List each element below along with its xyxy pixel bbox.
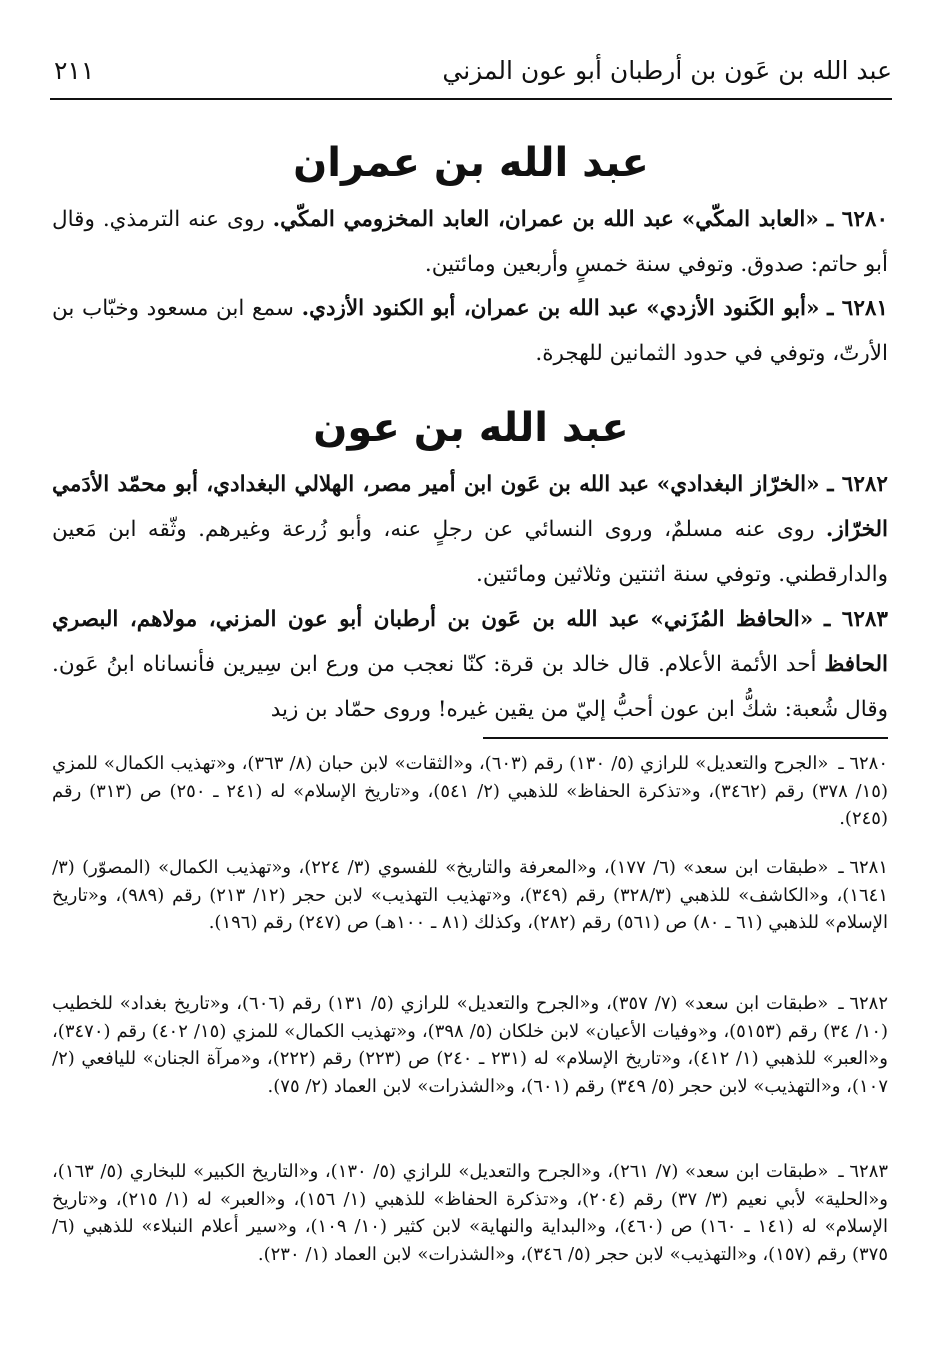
footnote-number: ٦٢٨٠ ـ xyxy=(838,753,888,774)
entry-text: أحد الأئمة الأعلام. قال خالد بن قرة: كنّا نعجب من ورع ابن سِيرين فأنساناه ابنُ عَون. وقال شُعبة: شكُّ ابن عون أحبُّ إليّ من يقين غيره! وروى حمّاد بن زيد xyxy=(52,652,888,722)
entry-lead: «أبو الكَنود الأزدي» xyxy=(646,296,820,321)
entry-text: روى عنه مسلمٌ، وروى النسائي عن رجلٍ عنه، وأبو زُرعة وغيرهم. وثّقه ابن مَعين والدارقطني. وتوفي سنة اثنتين وثلاثين ومائتين. xyxy=(52,517,888,587)
footnote-text: «الجرح والتعديل» للرازي (٥/ ١٣٠) رقم (٦٠٣)، و«الثقات» لابن حبان (٨/ ٣٦٣)، و«تهذيب الكمال» للمزي (١٥/ ٣٧٨) رقم (٣٤٦٢)، و«تذكرة الحفاظ» للذهبي (٢/ ٥٤١)، و«تاريخ الإسلام» له (٢٤١ ـ ٢٥٠) ص (٣١٣) رقم (٢٤٥). xyxy=(52,753,888,829)
footnote-6281 xyxy=(52,854,888,937)
footnote-6280 xyxy=(52,750,888,833)
entry-text: روى عنه الترمذي. وقال أبو حاتم: صدوق. وتوفي سنة خمسٍ وأربعين ومائتين. xyxy=(52,207,888,277)
footnote-6282 xyxy=(52,990,888,1100)
footnote-number: ٦٢٨٢ ـ xyxy=(838,993,888,1014)
entry-lead: «الخرّاز البغدادي» xyxy=(656,472,820,497)
footnote-separator xyxy=(483,737,888,739)
section-heading-abdullah-ibn-awn: عبد الله بن عون xyxy=(313,405,629,451)
header-title: عبد الله بن عَون بن أرطبان أبو عون المزني xyxy=(442,56,892,85)
entry-number: ٦٢٨٠ ـ xyxy=(826,207,888,232)
entry-lead: «العابد المكّي» xyxy=(681,207,819,232)
entry-number: ٦٢٨٢ ـ xyxy=(827,472,888,497)
page-number: ٢١١ xyxy=(54,56,95,85)
entry-name: عبد الله بن عَون بن أرطبان أبو عون المزني، مولاهم، البصري الحافظ xyxy=(52,607,888,677)
footnote-6283 xyxy=(52,1158,888,1268)
entry-name: عبد الله بن عَون ابن أمير مصر، الهلالي البغدادي، أبو محمّد الأدَمي الخرّاز. xyxy=(52,472,888,542)
entry-name: عبد الله بن عمران، أبو الكنود الأزدي. xyxy=(301,296,639,321)
entry-lead: «الحافظ المُزَني» xyxy=(650,607,814,632)
header-rule xyxy=(50,98,892,100)
entry-6280 xyxy=(52,197,888,287)
entry-text: سمع ابن مسعود وخبّاب بن الأرتّ، وتوفي في حدود الثمانين للهجرة. xyxy=(52,296,888,366)
section-heading-abdullah-ibn-imran: عبد الله بن عمران xyxy=(293,140,649,186)
footnote-number: ٦٢٨١ ـ xyxy=(838,857,888,878)
footnote-text: «طبقات ابن سعد» (٦/ ١٧٧)، و«المعرفة والتاريخ» للفسوي (٣/ ٢٢٤)، و«تهذيب الكمال» (المصوّر) (٣/ ١٦٤١)، و«الكاشف» للذهبي (٣٢٨/٣) رقم (٣٤٩)، و«تهذيب التهذيب» لابن حجر (١٢/ ٢١٣) رقم (٩٨٩)، و«تاريخ الإسلام» للذهبي (٦١ ـ ٨٠) ص (٥٦١) رقم (٢٨٢)، وكذلك (٨١ ـ ١٠٠هـ) ص (٢٤٧) رقم (١٩٦). xyxy=(52,857,888,933)
entry-name: عبد الله بن عمران، العابد المخزومي المكّي. xyxy=(272,207,674,232)
entry-number: ٦٢٨١ ـ xyxy=(827,296,888,321)
entry-number: ٦٢٨٣ ـ xyxy=(823,607,888,632)
footnote-number: ٦٢٨٣ ـ xyxy=(838,1161,889,1182)
footnote-text: «طبقات ابن سعد» (٧/ ٢٦١)، و«الجرح والتعديل» للرازي (٥/ ١٣٠)، و«التاريخ الكبير» للبخاري (٥/ ١٦٣)، و«الحلية» لأبي نعيم (٣/ ٣٧) رقم (٢٠٤)، و«تذكرة الحفاظ» للذهبي (١/ ١٥٦)، و«العبر» له (١/ ٢١٥)، و«تاريخ الإسلام» له (١٤١ ـ ١٦٠) ص (٤٦٠)، و«البداية والنهاية» لابن كثير (١٠/ ١٠٩)، و«سير أعلام النبلاء» للذهبي (٦/ ٣٧٥) رقم (١٥٧)، و«التهذيب» لابن حجر (٥/ ٣٤٦)، و«الشذرات» لابن العماد (١/ ٢٣٠). xyxy=(52,1161,888,1265)
running-header xyxy=(50,54,892,98)
entry-6281 xyxy=(52,286,888,376)
entry-6282 xyxy=(52,462,888,597)
entry-6283 xyxy=(52,597,888,732)
footnote-text: «طبقات ابن سعد» (٧/ ٣٥٧)، و«الجرح والتعديل» للرازي (٥/ ١٣١) رقم (٦٠٦)، و«تاريخ بغداد» للخطيب (١٠/ ٣٤) رقم (٥١٥٣)، و«وفيات الأعيان» لابن خلكان (٥/ ٣٩٨)، و«تهذيب الكمال» للمزي (١٥/ ٤٠٢) رقم (٣٤٧٠)، و«العبر» للذهبي (١/ ٤١٢)، و«تاريخ الإسلام» له (٢٣١ ـ ٢٤٠) ص (٢٢٣) رقم (٢٢٢)، و«مرآة الجنان» لليافعي (٢/ ١٠٧)، و«التهذيب» لابن حجر (٥/ ٣٤٩) رقم (٦٠١)، و«الشذرات» لابن العماد (٢/ ٧٥). xyxy=(52,993,889,1097)
